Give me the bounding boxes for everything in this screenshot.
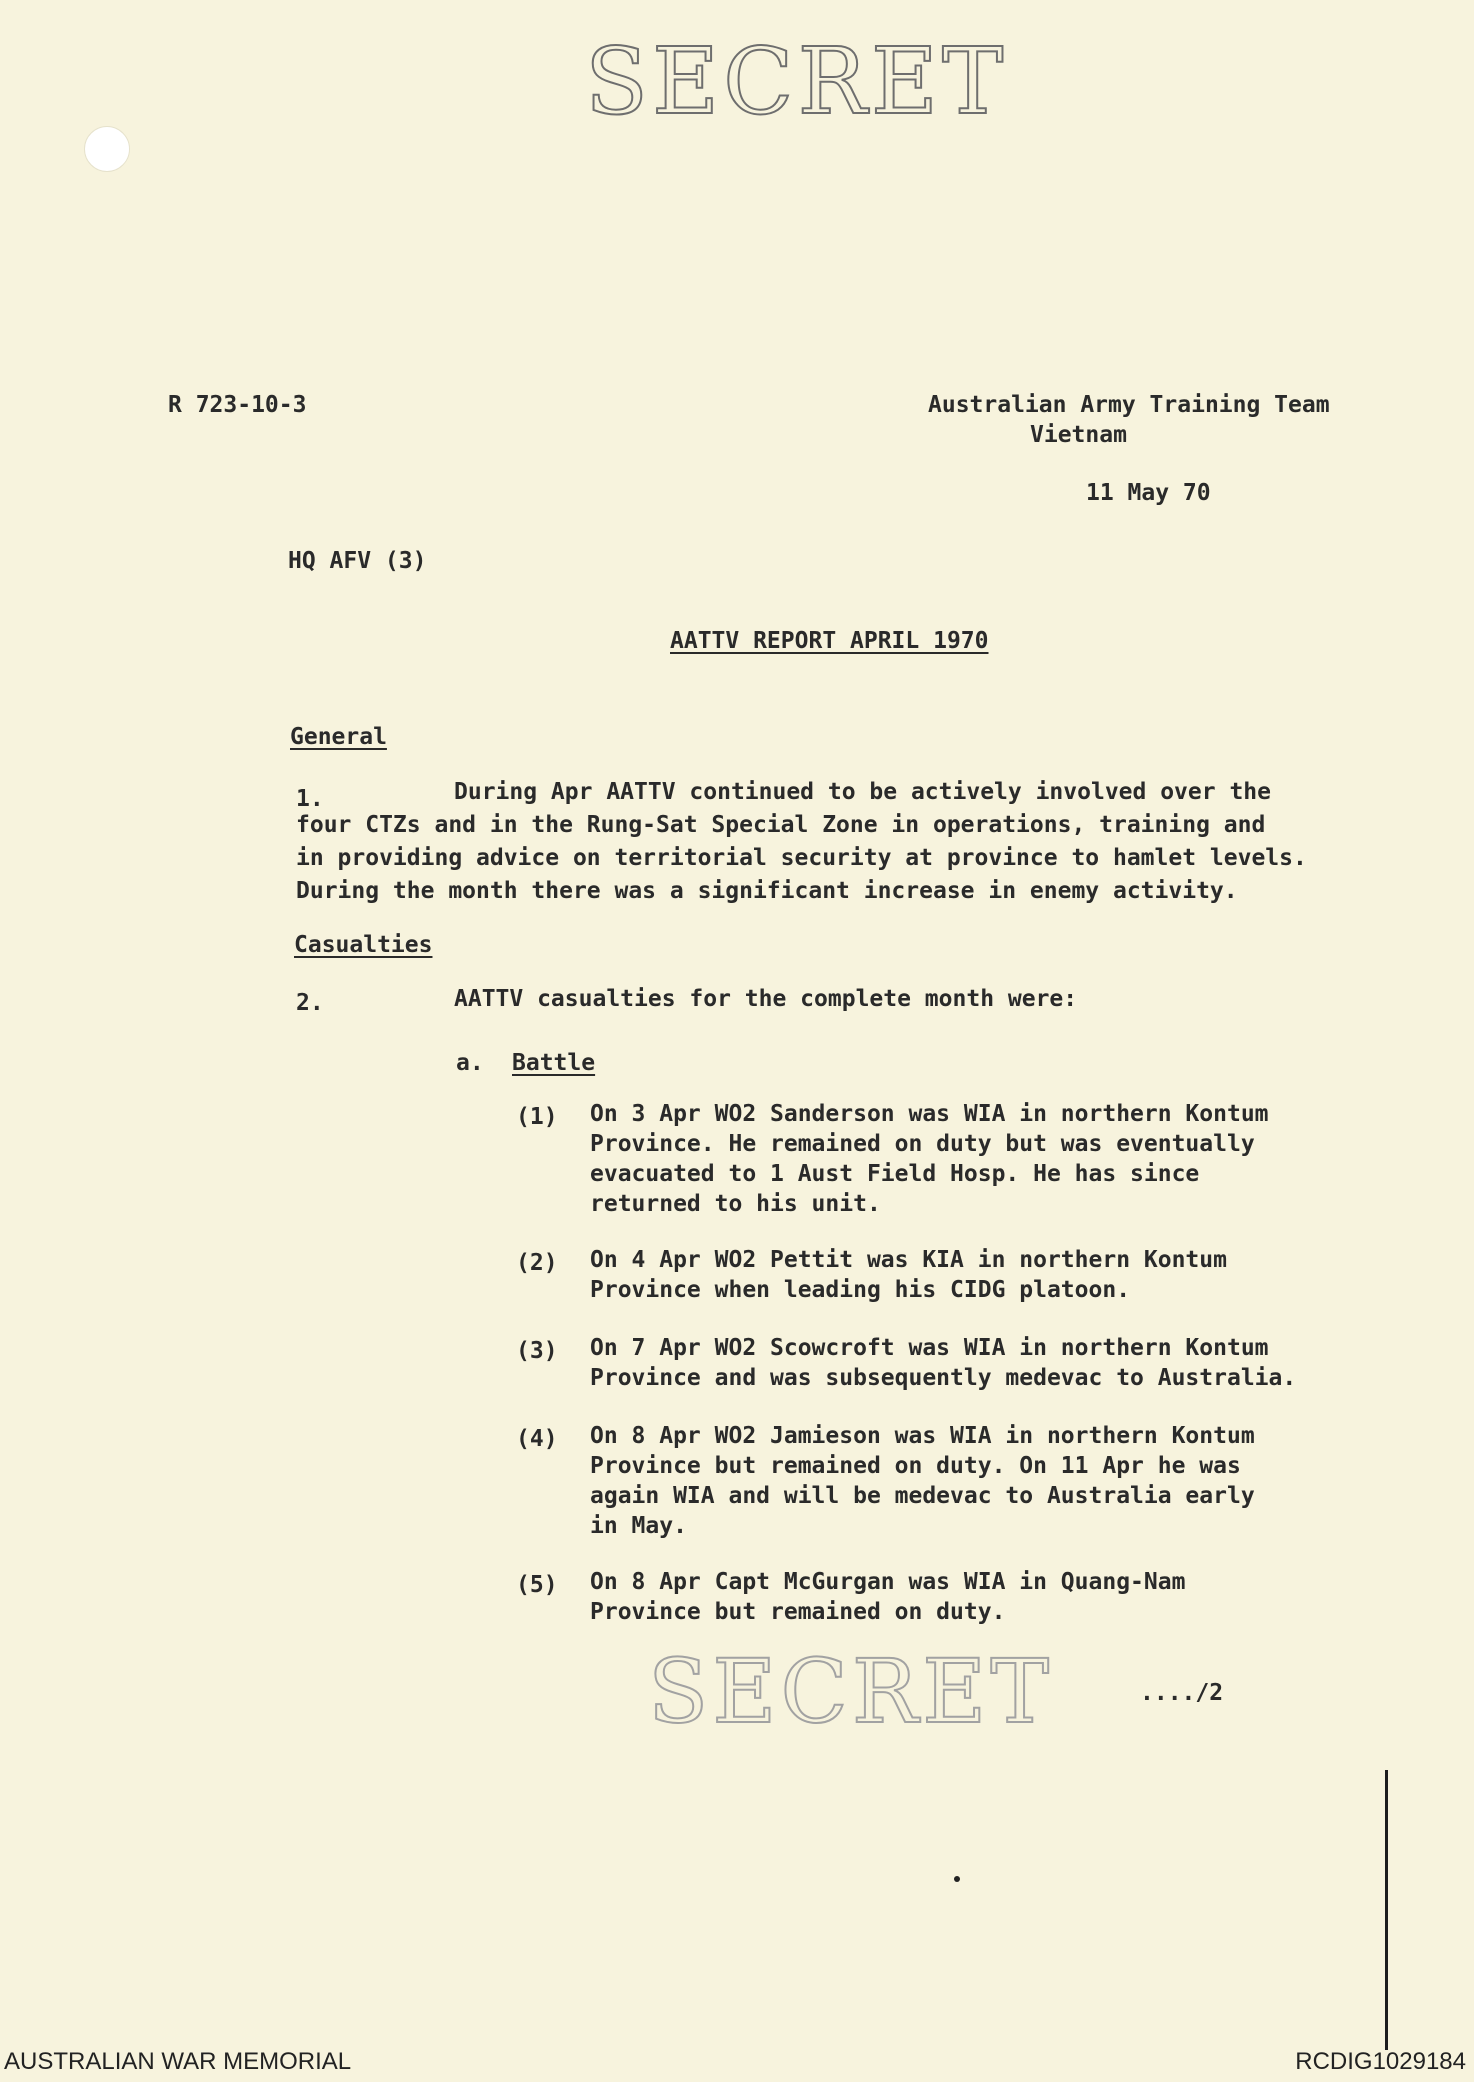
item-4-line-4: in May. [590, 1513, 687, 1539]
secret-stamp-bottom: SECRET [648, 1640, 1054, 1743]
section-heading-casualties: Casualties [294, 932, 433, 958]
punch-hole [84, 126, 130, 172]
item-number: (1) [516, 1104, 558, 1130]
item-1-line-1: On 3 Apr WO2 Sanderson was WIA in northern Kontum [590, 1101, 1269, 1127]
sub-heading-battle: Battle [512, 1050, 596, 1076]
item-4-line-3: again WIA and will be medevac to Australia early [590, 1483, 1255, 1509]
footer-source: AUSTRALIAN WAR MEMORIAL [4, 2048, 352, 2075]
sub-paragraph-letter: a. [456, 1050, 484, 1076]
item-1-line-3: evacuated to 1 Aust Field Hosp. He has since [590, 1161, 1200, 1187]
paragraph-1-line-4: During the month there was a significant increase in enemy activity. [296, 878, 1238, 904]
continuation-marker: ..../2 [1140, 1680, 1224, 1706]
item-4-line-2: Province but remained on duty. On 11 Apr he was [590, 1453, 1241, 1479]
paragraph-number-1: 1. [296, 786, 324, 812]
item-number: (4) [516, 1426, 558, 1452]
report-title: AATTV REPORT APRIL 1970 [670, 628, 989, 654]
item-number: (3) [516, 1338, 558, 1364]
ink-speck [954, 1876, 960, 1882]
secret-stamp-top: SECRET [585, 28, 1008, 135]
sender-line-2: Vietnam [1030, 422, 1127, 448]
section-heading-general: General [290, 724, 387, 750]
item-2-line-2: Province when leading his CIDG platoon. [590, 1277, 1131, 1303]
item-2-line-1: On 4 Apr WO2 Pettit was KIA in northern Kontum [590, 1247, 1227, 1273]
date: 11 May 70 [1086, 480, 1211, 506]
item-3-line-2: Province and was subsequently medevac to Australia. [590, 1365, 1297, 1391]
item-number: (5) [516, 1572, 558, 1598]
item-4-line-1: On 8 Apr WO2 Jamieson was WIA in northern Kontum [590, 1423, 1255, 1449]
paragraph-1-line-2: four CTZs and in the Rung-Sat Special Zone in operations, training and [296, 812, 1266, 838]
item-3-line-1: On 7 Apr WO2 Scowcroft was WIA in northern Kontum [590, 1335, 1269, 1361]
paragraph-1-line-1: During Apr AATTV continued to be actively involved over the [454, 779, 1271, 805]
paragraph-1-line-3: in providing advice on territorial security at province to hamlet levels. [296, 845, 1307, 871]
item-5-line-2: Province but remained on duty. [590, 1599, 1006, 1625]
sender-line-1: Australian Army Training Team [928, 392, 1330, 418]
footer-id: RCDIG1029184 [1295, 2048, 1466, 2075]
item-5-line-1: On 8 Apr Capt McGurgan was WIA in Quang-Nam [590, 1569, 1186, 1595]
item-number: (2) [516, 1250, 558, 1276]
item-1-line-4: returned to his unit. [590, 1191, 881, 1217]
item-1-line-2: Province. He remained on duty but was eventually [590, 1131, 1255, 1157]
margin-rule [1385, 1770, 1388, 2050]
casualties-intro: AATTV casualties for the complete month were: [454, 986, 1078, 1012]
paragraph-number-2: 2. [296, 990, 324, 1016]
addressee: HQ AFV (3) [288, 548, 427, 574]
reference-number: R 723-10-3 [168, 392, 307, 418]
